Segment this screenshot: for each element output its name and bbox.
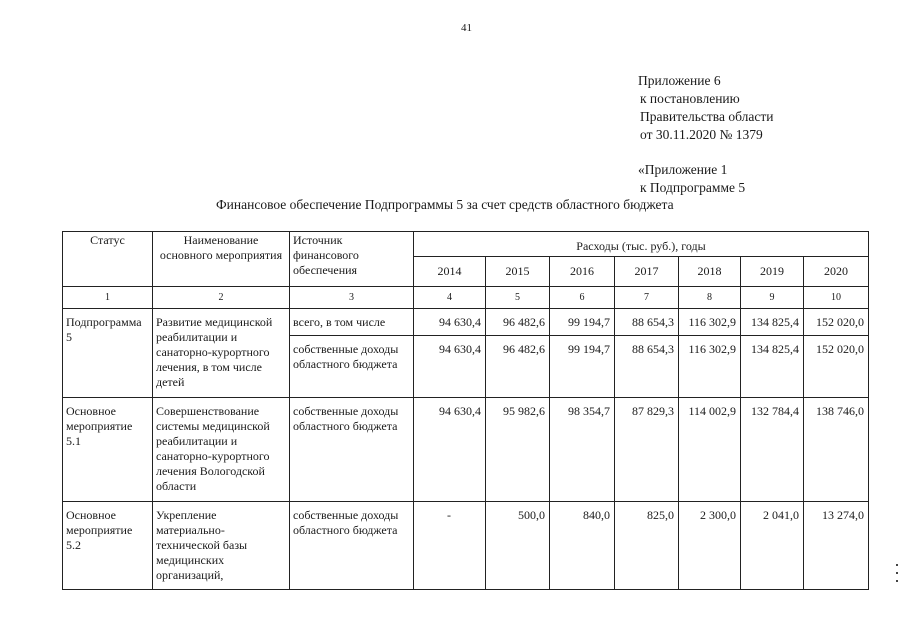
row-name: Развитие медицинской реабилитации и санаторно-курортного лечения, в том числе детей — [153, 309, 290, 398]
row-source: всего, в том числе — [290, 309, 414, 336]
row-source: собственные доходы областного бюджета — [290, 398, 414, 502]
column-index: 4 — [414, 287, 486, 309]
value-cell: 2 041,0 — [741, 502, 804, 590]
value-cell: 96 482,6 — [486, 309, 550, 336]
appendix-header — [638, 72, 773, 197]
column-index: 1 — [63, 287, 153, 309]
document-title: Финансовое обеспечение Подпрограммы 5 за счет средств областного бюджета — [216, 197, 674, 212]
column-index: 8 — [679, 287, 741, 309]
value-cell: 99 194,7 — [550, 309, 615, 336]
value-cell: 2 300,0 — [679, 502, 741, 590]
header-expenses: Расходы (тыс. руб.), годы — [414, 232, 869, 257]
value-cell: 95 982,6 — [486, 398, 550, 502]
year-header: 2020 — [804, 257, 869, 287]
scan-marks — [896, 564, 900, 594]
value-cell: 840,0 — [550, 502, 615, 590]
header-line: от 30.11.2020 № 1379 — [640, 127, 763, 142]
row-name: Укрепление материально-технической базы медицинских организаций, — [153, 502, 290, 590]
header-source: Источник финансового обеспечения — [290, 232, 414, 287]
value-cell: 116 302,9 — [679, 309, 741, 336]
value-cell: 13 274,0 — [804, 502, 869, 590]
row-source: собственные доходы областного бюджета — [290, 336, 414, 398]
column-index: 7 — [615, 287, 679, 309]
value-cell: 825,0 — [615, 502, 679, 590]
header-line: Правительства области — [640, 109, 774, 124]
value-cell: 88 654,3 — [615, 336, 679, 398]
value-cell: 114 002,9 — [679, 398, 741, 502]
table-row — [63, 502, 869, 590]
row-name: Совершенствование системы медицинской реабилитации и санаторно-курортного лечения Вологодской области — [153, 398, 290, 502]
value-cell: 94 630,4 — [414, 309, 486, 336]
value-cell: 152 020,0 — [804, 309, 869, 336]
year-header: 2015 — [486, 257, 550, 287]
year-header: 2018 — [679, 257, 741, 287]
year-header: 2017 — [615, 257, 679, 287]
table-row — [63, 398, 869, 502]
value-cell: 134 825,4 — [741, 309, 804, 336]
row-status: Основное мероприятие 5.2 — [63, 502, 153, 590]
value-cell: 99 194,7 — [550, 336, 615, 398]
header-line: к постановлению — [640, 91, 740, 106]
row-status: Основное мероприятие 5.1 — [63, 398, 153, 502]
value-cell: - — [414, 502, 486, 590]
column-index: 2 — [153, 287, 290, 309]
index-row — [63, 287, 869, 309]
year-header: 2019 — [741, 257, 804, 287]
value-cell: 500,0 — [486, 502, 550, 590]
column-index: 6 — [550, 287, 615, 309]
year-header: 2016 — [550, 257, 615, 287]
value-cell: 87 829,3 — [615, 398, 679, 502]
page-number: 41 — [461, 22, 472, 34]
value-cell: 96 482,6 — [486, 336, 550, 398]
value-cell: 138 746,0 — [804, 398, 869, 502]
column-index: 9 — [741, 287, 804, 309]
column-index: 3 — [290, 287, 414, 309]
value-cell: 98 354,7 — [550, 398, 615, 502]
value-cell: 88 654,3 — [615, 309, 679, 336]
table-row — [63, 309, 869, 336]
value-cell: 152 020,0 — [804, 336, 869, 398]
value-cell: 116 302,9 — [679, 336, 741, 398]
value-cell: 94 630,4 — [414, 398, 486, 502]
column-index: 10 — [804, 287, 869, 309]
header-name: Наименование основного мероприятия — [153, 232, 290, 287]
header-line: к Подпрограмме 5 — [640, 180, 746, 195]
column-index: 5 — [486, 287, 550, 309]
financing-table — [62, 231, 869, 590]
value-cell: 134 825,4 — [741, 336, 804, 398]
header-status: Статус — [63, 232, 153, 287]
header-line: «Приложение 1 — [638, 162, 728, 177]
row-source: собственные доходы областного бюджета — [290, 502, 414, 590]
value-cell: 132 784,4 — [741, 398, 804, 502]
value-cell: 94 630,4 — [414, 336, 486, 398]
row-status: Подпрограмма 5 — [63, 309, 153, 398]
year-header: 2014 — [414, 257, 486, 287]
header-line: Приложение 6 — [638, 73, 721, 88]
